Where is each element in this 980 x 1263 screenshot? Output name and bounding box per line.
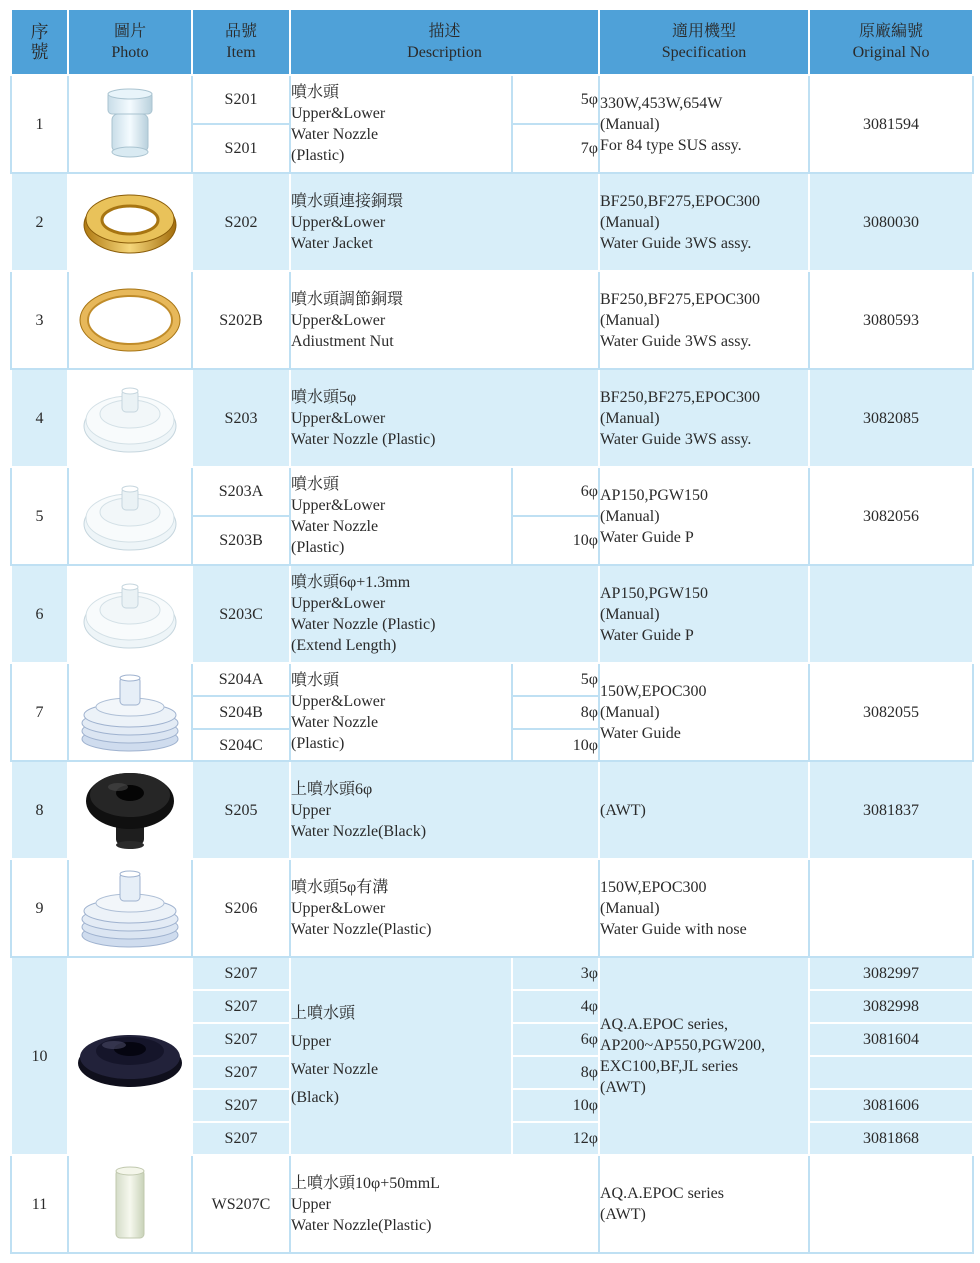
original-no (809, 1155, 973, 1253)
table-row (11, 1155, 973, 1253)
header-seq: 序 號 (11, 9, 68, 75)
clear-ribbed-nozzle-image (69, 667, 191, 757)
specification: BF250,BF275,EPOC300 (Manual) Water Guide 3WS assy. (599, 271, 809, 369)
clear-cup-nozzle-image (69, 79, 191, 169)
table-row (11, 271, 973, 369)
row-number: 10 (11, 957, 68, 1155)
item-code: S207 (192, 1122, 290, 1155)
table-row (11, 369, 973, 467)
description: 噴水頭 Upper&Lower Water Nozzle (Plastic) (290, 75, 512, 173)
description: 上噴水頭6φ Upper Water Nozzle(Black) (290, 761, 599, 859)
diameter: 10φ (512, 516, 599, 565)
item-code: S203B (192, 516, 290, 565)
table-row (11, 957, 973, 990)
diameter: 3φ (512, 957, 599, 990)
item-code: S203C (192, 565, 290, 663)
item-code: S207 (192, 1056, 290, 1089)
row-number: 3 (11, 271, 68, 369)
item-code: S204C (192, 729, 290, 761)
specification: (AWT) (599, 761, 809, 859)
original-no (809, 859, 973, 957)
header-original-no: 原廠編號 Original No (809, 9, 973, 75)
photo-clear-disc-nozzle (68, 369, 192, 467)
description: 噴水頭調節銅環 Upper&Lower Adiustment Nut (290, 271, 599, 369)
item-code: S201 (192, 124, 290, 173)
diameter: 5φ (512, 75, 599, 124)
row-number: 5 (11, 467, 68, 565)
item-code: S204B (192, 696, 290, 729)
specification: BF250,BF275,EPOC300 (Manual) Water Guide 3WS assy. (599, 369, 809, 467)
photo-clear-disc-nozzle (68, 467, 192, 565)
header-photo: 圖片 Photo (68, 9, 192, 75)
header-description: 描述 Description (290, 9, 599, 75)
item-code: S203 (192, 369, 290, 467)
original-no: 3082997 (809, 957, 973, 990)
original-no: 3081594 (809, 75, 973, 173)
item-code: S201 (192, 75, 290, 124)
black-flat-nozzle-image (69, 1011, 191, 1101)
row-number: 8 (11, 761, 68, 859)
original-no: 3082998 (809, 990, 973, 1023)
item-code: S203A (192, 467, 290, 516)
clear-disc-nozzle-image (69, 471, 191, 561)
diameter: 7φ (512, 124, 599, 173)
row-number: 11 (11, 1155, 68, 1253)
header-row (11, 9, 973, 75)
clear-ribbed-nozzle-image (69, 863, 191, 953)
clear-disc-nozzle-image (69, 569, 191, 659)
table-row (11, 173, 973, 271)
description: 噴水頭5φ Upper&Lower Water Nozzle (Plastic) (290, 369, 599, 467)
header-specification: 適用機型 Specification (599, 9, 809, 75)
table-row (11, 663, 973, 696)
item-code: S204A (192, 663, 290, 696)
table-row (11, 859, 973, 957)
item-code: S207 (192, 990, 290, 1023)
row-number: 2 (11, 173, 68, 271)
row-number: 4 (11, 369, 68, 467)
description: 噴水頭 Upper&Lower Water Nozzle (Plastic) (290, 467, 512, 565)
item-code: S207 (192, 1023, 290, 1056)
photo-clear-ribbed-nozzle (68, 859, 192, 957)
description: 上噴水頭 Upper Water Nozzle (Black) (290, 957, 512, 1155)
item-code: S207 (192, 1089, 290, 1122)
diameter: 6φ (512, 467, 599, 516)
original-no: 3081606 (809, 1089, 973, 1122)
specification: BF250,BF275,EPOC300 (Manual) Water Guide 3WS assy. (599, 173, 809, 271)
description: 噴水頭連接銅環 Upper&Lower Water Jacket (290, 173, 599, 271)
original-no (809, 565, 973, 663)
parts-catalog-table (10, 8, 974, 1254)
diameter: 8φ (512, 696, 599, 729)
specification: AP150,PGW150 (Manual) Water Guide P (599, 565, 809, 663)
diameter: 5φ (512, 663, 599, 696)
photo-brass-thin-ring (68, 271, 192, 369)
table-row (11, 565, 973, 663)
photo-clear-ribbed-nozzle (68, 663, 192, 761)
description: 噴水頭5φ有溝 Upper&Lower Water Nozzle(Plastic) (290, 859, 599, 957)
photo-clear-tube-nozzle (68, 1155, 192, 1253)
diameter: 10φ (512, 729, 599, 761)
specification: AQ.A.EPOC series (AWT) (599, 1155, 809, 1253)
table-row (11, 761, 973, 859)
diameter: 12φ (512, 1122, 599, 1155)
row-number: 9 (11, 859, 68, 957)
original-no: 3080593 (809, 271, 973, 369)
row-number: 6 (11, 565, 68, 663)
photo-black-nozzle (68, 761, 192, 859)
table-row (11, 467, 973, 516)
original-no: 3081837 (809, 761, 973, 859)
specification: 150W,EPOC300 (Manual) Water Guide (599, 663, 809, 761)
specification: AQ.A.EPOC series, AP200~AP550,PGW200, EXC100,BF,JL series (AWT) (599, 957, 809, 1155)
original-no: 3082085 (809, 369, 973, 467)
description: 上噴水頭10φ+50mmL Upper Water Nozzle(Plastic) (290, 1155, 599, 1253)
item-code: S207 (192, 957, 290, 990)
diameter: 6φ (512, 1023, 599, 1056)
header-item: 品號 Item (192, 9, 290, 75)
row-number: 1 (11, 75, 68, 173)
item-code: S202B (192, 271, 290, 369)
diameter: 8φ (512, 1056, 599, 1089)
item-code: WS207C (192, 1155, 290, 1253)
original-no: 3080030 (809, 173, 973, 271)
photo-black-flat-nozzle (68, 957, 192, 1155)
photo-brass-jacket-ring (68, 173, 192, 271)
original-no: 3081868 (809, 1122, 973, 1155)
description: 噴水頭6φ+1.3mm Upper&Lower Water Nozzle (Plastic) (Extend Length) (290, 565, 599, 663)
row-number: 7 (11, 663, 68, 761)
clear-disc-nozzle-image (69, 373, 191, 463)
original-no: 3082055 (809, 663, 973, 761)
item-code: S205 (192, 761, 290, 859)
specification: AP150,PGW150 (Manual) Water Guide P (599, 467, 809, 565)
original-no: 3081604 (809, 1023, 973, 1056)
clear-tube-nozzle-image (69, 1159, 191, 1249)
specification: 150W,EPOC300 (Manual) Water Guide with nose (599, 859, 809, 957)
item-code: S202 (192, 173, 290, 271)
original-no: 3082056 (809, 467, 973, 565)
brass-thin-ring-image (69, 275, 191, 365)
black-nozzle-image (69, 765, 191, 855)
item-code: S206 (192, 859, 290, 957)
original-no (809, 1056, 973, 1089)
diameter: 4φ (512, 990, 599, 1023)
photo-clear-disc-nozzle (68, 565, 192, 663)
description: 噴水頭 Upper&Lower Water Nozzle (Plastic) (290, 663, 512, 761)
diameter: 10φ (512, 1089, 599, 1122)
specification: 330W,453W,654W (Manual) For 84 type SUS assy. (599, 75, 809, 173)
brass-jacket-ring-image (69, 177, 191, 267)
photo-clear-cup-nozzle (68, 75, 192, 173)
table-row (11, 75, 973, 124)
